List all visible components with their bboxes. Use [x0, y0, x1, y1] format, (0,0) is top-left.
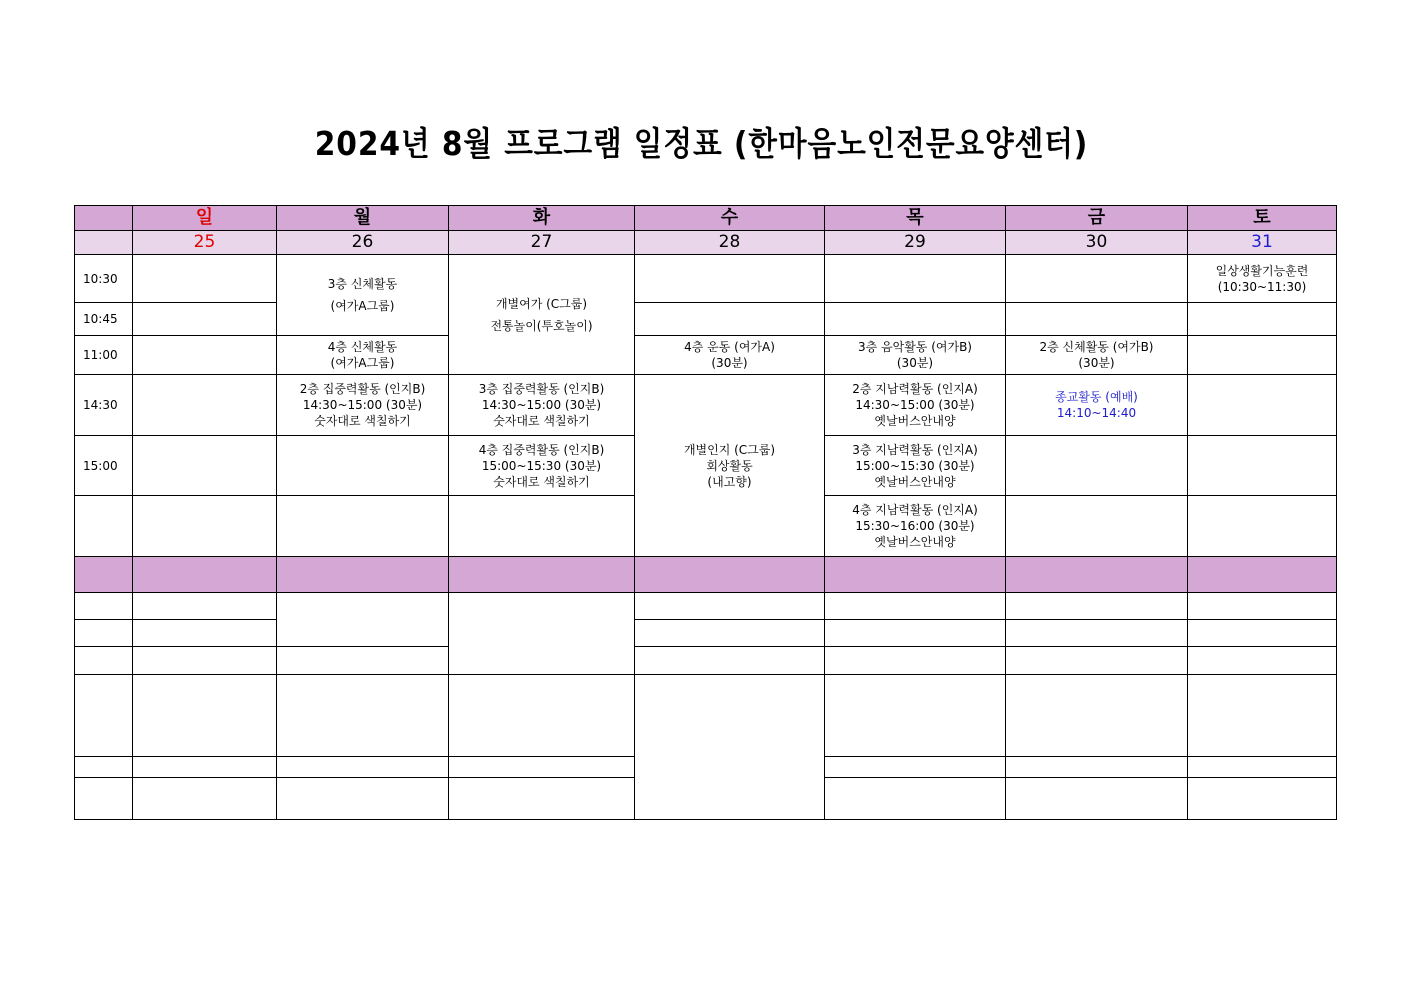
empty-cell: [1006, 675, 1188, 757]
date-sat: 31: [1188, 231, 1337, 255]
empty-cell: [1188, 593, 1337, 620]
separator-cell: [1188, 557, 1337, 593]
event-line: 3층 지남력활동 (인지A): [852, 442, 978, 457]
empty-cell: [449, 675, 635, 757]
empty-cell: [1188, 620, 1337, 647]
event-line: 4층 신체활동: [327, 340, 398, 355]
event-line: 일상생활기능훈련: [1215, 263, 1309, 278]
empty-cell: [133, 303, 277, 336]
slot-row-1045: [75, 303, 1337, 336]
event-line: 종교활동 (예배): [1055, 390, 1138, 405]
empty-cell: [75, 647, 133, 675]
schedule-table: [74, 205, 1337, 820]
event-line: 2층 집중력활동 (인지B): [299, 382, 426, 397]
empty-cell: [1006, 436, 1188, 496]
event-cell: [825, 375, 1006, 436]
empty-cell: [1188, 675, 1337, 757]
weekday-wed: 수: [635, 206, 825, 231]
event-cell: [449, 375, 635, 436]
event-cell: [825, 436, 1006, 496]
event-line: 숫자대로 색칠하기: [493, 414, 590, 429]
separator-row: [75, 557, 1337, 593]
empty-cell: [1006, 496, 1188, 557]
event-cell: [449, 436, 635, 496]
event-line: 3층 음악활동 (여가B): [857, 340, 972, 355]
empty-cell: [277, 675, 449, 757]
separator-cell: [825, 557, 1006, 593]
empty-cell: [75, 675, 133, 757]
blank-row: [75, 675, 1337, 757]
empty-cell: [449, 496, 635, 557]
empty-cell: [1188, 647, 1337, 675]
date-mon: 26: [277, 231, 449, 255]
event-line: (여가A그룹): [330, 299, 395, 314]
date-thu: 29: [825, 231, 1006, 255]
empty-cell: [133, 436, 277, 496]
event-cell: [825, 336, 1006, 375]
corner-cell: [75, 206, 133, 231]
empty-cell: [1006, 593, 1188, 620]
event-line: 15:00~15:30 (30분): [855, 458, 975, 473]
weekday-tue: 화: [449, 206, 635, 231]
weekday-mon: 월: [277, 206, 449, 231]
empty-cell: [1006, 303, 1188, 336]
event-line: 15:00~15:30 (30분): [481, 458, 602, 473]
event-line: 개별인지 (C그룹): [683, 442, 776, 457]
empty-cell: [133, 255, 277, 303]
event-line: (10:30~11:30): [1217, 279, 1307, 294]
slot-row-1430: [75, 375, 1337, 436]
event-line: (여가A그룹): [330, 356, 395, 371]
empty-cell: [825, 303, 1006, 336]
date-sun: 25: [133, 231, 277, 255]
empty-cell: [825, 647, 1006, 675]
event-cell: [825, 496, 1006, 557]
event-line: 숫자대로 색칠하기: [314, 414, 411, 429]
event-line: (30분): [1078, 356, 1115, 371]
event-line: 2층 신체활동 (여가B): [1039, 340, 1154, 355]
separator-cell: [133, 557, 277, 593]
empty-cell: [635, 647, 825, 675]
empty-cell: [1188, 778, 1337, 820]
empty-cell: [449, 778, 635, 820]
empty-cell: [825, 757, 1006, 778]
empty-cell: [449, 593, 635, 675]
empty-cell: [1006, 757, 1188, 778]
corner-cell: [75, 231, 133, 255]
event-line: 14:30~15:00 (30분): [481, 398, 602, 413]
empty-cell: [75, 593, 133, 620]
event-line: (30분): [896, 356, 934, 371]
empty-cell: [1188, 496, 1337, 557]
empty-cell: [133, 593, 277, 620]
empty-cell: [277, 593, 449, 647]
time-label: 10:30: [75, 255, 133, 303]
blank-row: [75, 647, 1337, 675]
event-line: 옛날버스안내양: [874, 474, 956, 489]
empty-cell: [1006, 778, 1188, 820]
event-line: (내고향): [707, 474, 752, 489]
event-line: 개별여가 (C그룹): [495, 296, 588, 311]
empty-cell: [277, 496, 449, 557]
event-line: 숫자대로 색칠하기: [493, 474, 590, 489]
empty-cell: [75, 778, 133, 820]
event-line: 14:30~15:00 (30분): [855, 398, 975, 413]
empty-cell: [635, 620, 825, 647]
separator-cell: [277, 557, 449, 593]
event-cell: [277, 375, 449, 436]
empty-cell: [1188, 375, 1337, 436]
weekday-sun: 일: [133, 206, 277, 231]
event-cell: [277, 255, 449, 336]
empty-cell: [133, 336, 277, 375]
event-line: 전통놀이(투호놀이): [490, 318, 593, 333]
empty-cell: [825, 593, 1006, 620]
slot-row-1030: [75, 255, 1337, 303]
time-label: 14:30: [75, 375, 133, 436]
empty-cell: [825, 778, 1006, 820]
empty-cell: [449, 757, 635, 778]
empty-cell: [133, 757, 277, 778]
date-wed: 28: [635, 231, 825, 255]
empty-cell: [1188, 336, 1337, 375]
empty-cell: [277, 436, 449, 496]
weekday-fri: 금: [1006, 206, 1188, 231]
event-cell: [635, 375, 825, 557]
time-label: 11:00: [75, 336, 133, 375]
empty-cell: [133, 496, 277, 557]
time-label: 15:00: [75, 436, 133, 496]
event-line: 14:10~14:40: [1056, 406, 1137, 421]
empty-cell: [1188, 436, 1337, 496]
blank-row: [75, 593, 1337, 620]
empty-cell: [1006, 647, 1188, 675]
event-line: 2층 지남력활동 (인지A): [852, 382, 978, 397]
empty-cell: [133, 647, 277, 675]
empty-cell: [277, 757, 449, 778]
event-cell: [1006, 375, 1188, 436]
empty-cell: [635, 675, 825, 820]
weekday-thu: 목: [825, 206, 1006, 231]
separator-cell: [1006, 557, 1188, 593]
event-line: 3층 신체활동: [327, 277, 398, 292]
date-row: [75, 231, 1337, 255]
event-line: 4층 집중력활동 (인지B): [478, 442, 605, 457]
event-line: 옛날버스안내양: [874, 535, 956, 550]
event-line: (30분): [711, 356, 748, 371]
weekday-sat: 토: [1188, 206, 1337, 231]
empty-cell: [1188, 757, 1337, 778]
empty-cell: [635, 303, 825, 336]
empty-cell: [825, 255, 1006, 303]
event-cell: [449, 255, 635, 375]
empty-cell: [825, 620, 1006, 647]
separator-cell: [635, 557, 825, 593]
event-line: 3층 집중력활동 (인지B): [478, 382, 605, 397]
empty-cell: [635, 255, 825, 303]
event-line: 회상활동: [706, 458, 753, 473]
weekday-header-row: [75, 206, 1337, 231]
date-tue: 27: [449, 231, 635, 255]
empty-cell: [75, 496, 133, 557]
empty-cell: [133, 620, 277, 647]
empty-cell: [133, 675, 277, 757]
empty-cell: [1188, 303, 1337, 336]
event-line: 4층 운동 (여가A): [684, 340, 775, 355]
date-fri: 30: [1006, 231, 1188, 255]
empty-cell: [277, 647, 449, 675]
empty-cell: [635, 593, 825, 620]
empty-cell: [277, 778, 449, 820]
event-line: 14:30~15:00 (30분): [302, 398, 423, 413]
empty-cell: [75, 757, 133, 778]
empty-cell: [1006, 620, 1188, 647]
event-line: 옛날버스안내양: [874, 414, 956, 429]
empty-cell: [133, 375, 277, 436]
time-label: 10:45: [75, 303, 133, 336]
blank-row: [75, 620, 1337, 647]
event-cell: [1006, 336, 1188, 375]
slot-row-1100: [75, 336, 1337, 375]
event-line: 15:30~16:00 (30분): [855, 519, 975, 534]
page-title: 2024년 8월 프로그램 일정표 (한마음노인전문요양센터): [314, 124, 1089, 163]
event-cell: [1188, 255, 1337, 303]
empty-cell: [133, 778, 277, 820]
empty-cell: [75, 620, 133, 647]
event-cell: [277, 336, 449, 375]
empty-cell: [1006, 255, 1188, 303]
empty-cell: [825, 675, 1006, 757]
separator-cell: [75, 557, 133, 593]
separator-cell: [449, 557, 635, 593]
event-line: 4층 지남력활동 (인지A): [852, 503, 978, 518]
event-cell: [635, 336, 825, 375]
